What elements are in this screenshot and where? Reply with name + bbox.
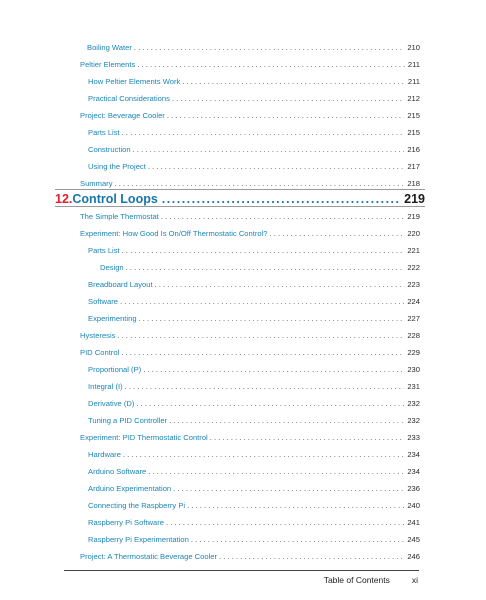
dot-leader xyxy=(122,246,405,255)
toc-entry-label: Derivative (D) xyxy=(88,399,135,408)
toc-entry-experimenting[interactable] xyxy=(88,314,420,323)
dot-leader xyxy=(161,212,405,221)
toc-entry-proportional[interactable] xyxy=(88,365,420,374)
toc-entry-how-peltier-work[interactable] xyxy=(88,77,420,86)
toc-entry-page: 233 xyxy=(407,433,420,442)
toc-entry-label: Arduino Software xyxy=(88,467,147,476)
dot-leader xyxy=(139,314,405,323)
toc-entry-page: 215 xyxy=(407,128,420,137)
toc-entry-simple-thermostat[interactable] xyxy=(80,212,420,221)
toc-entry-label: Practical Considerations xyxy=(88,94,170,103)
chapter-heading[interactable] xyxy=(55,192,425,206)
toc-entry-page: 211 xyxy=(407,77,420,86)
toc-entry-page: 218 xyxy=(407,179,420,188)
toc-entry-connecting-pi[interactable] xyxy=(88,501,420,510)
toc-entry-page: 230 xyxy=(407,365,420,374)
toc-entry-arduino-software[interactable] xyxy=(88,467,420,476)
toc-entry-pi-experimentation[interactable] xyxy=(88,535,420,544)
toc-entry-page: 227 xyxy=(407,314,420,323)
toc-entry-design[interactable] xyxy=(100,263,420,272)
footer-rule xyxy=(64,570,419,571)
toc-entry-label: Parts List xyxy=(88,246,120,255)
toc-entry-label: PID Control xyxy=(80,348,120,357)
toc-entry-summary[interactable] xyxy=(80,179,420,188)
dot-leader xyxy=(123,450,404,459)
toc-entry-page: 228 xyxy=(407,331,420,340)
footer-page-number: xi xyxy=(411,575,418,585)
toc-entry-label: Peltier Elements xyxy=(80,60,136,69)
dot-leader xyxy=(173,484,404,493)
toc-entry-page: 246 xyxy=(407,552,420,561)
toc-entry-peltier-elements[interactable] xyxy=(80,60,420,69)
toc-entry-page: 212 xyxy=(407,94,420,103)
toc-entry-label: How Peltier Elements Work xyxy=(88,77,181,86)
toc-entry-integral[interactable] xyxy=(88,382,420,391)
toc-entry-label: Boiling Water xyxy=(87,43,132,52)
chapter-rule-bottom xyxy=(55,206,425,207)
toc-entry-page: 220 xyxy=(407,229,420,238)
dot-leader xyxy=(134,43,404,52)
toc-entry-label: Parts List xyxy=(88,128,120,137)
dot-leader xyxy=(167,111,404,120)
toc-entry-pi-software[interactable] xyxy=(88,518,420,527)
toc-entry-page: 222 xyxy=(407,263,420,272)
chapter-page: 219 xyxy=(404,192,425,206)
toc-entry-page: 231 xyxy=(407,382,420,391)
toc-entry-software[interactable] xyxy=(88,297,420,306)
dot-leader xyxy=(148,162,405,171)
toc-entry-label: Using the Project xyxy=(88,162,146,171)
dot-leader xyxy=(121,348,404,357)
toc-entry-construction[interactable] xyxy=(88,145,420,154)
chapter-title: Control Loops xyxy=(72,192,158,206)
dot-leader xyxy=(143,365,404,374)
toc-entry-label: Experiment: PID Thermostatic Control xyxy=(80,433,208,442)
toc-entry-thermostatic-cooler[interactable] xyxy=(80,552,420,561)
dot-leader xyxy=(137,60,405,69)
toc-entry-on-off-control[interactable] xyxy=(80,229,420,238)
dot-leader xyxy=(166,518,404,527)
dot-leader xyxy=(169,416,404,425)
toc-entry-pid-control[interactable] xyxy=(80,348,420,357)
dot-leader xyxy=(187,501,404,510)
toc-entry-arduino-experimentation[interactable] xyxy=(88,484,420,493)
toc-entry-label: Hardware xyxy=(88,450,121,459)
toc-entry-label: Project: A Thermostatic Beverage Cooler xyxy=(80,552,218,561)
toc-entry-hysteresis[interactable] xyxy=(80,331,420,340)
toc-entry-page: 219 xyxy=(407,212,420,221)
toc-entry-label: Construction xyxy=(88,145,131,154)
page-footer xyxy=(324,575,418,585)
toc-entry-page: 236 xyxy=(407,484,420,493)
dot-leader xyxy=(122,128,405,137)
footer-title: Table of Contents xyxy=(323,575,390,585)
toc-entry-label: Connecting the Raspberry Pi xyxy=(88,501,186,510)
dot-leader xyxy=(219,552,404,561)
toc-entry-parts-list[interactable] xyxy=(88,128,420,137)
toc-entry-label: Breadboard Layout xyxy=(88,280,153,289)
toc-entry-beverage-cooler[interactable] xyxy=(80,111,420,120)
toc-entry-label: Hysteresis xyxy=(80,331,116,340)
toc-entry-page: 224 xyxy=(407,297,420,306)
toc-entry-label: Raspberry Pi Software xyxy=(88,518,164,527)
toc-entry-label: The Simple Thermostat xyxy=(80,212,159,221)
chapter-number: 12. xyxy=(55,192,73,206)
toc-entry-label: Experiment: How Good Is On/Off Thermostatic Control? xyxy=(80,229,268,238)
toc-entry-page: 216 xyxy=(407,145,420,154)
toc-entry-breadboard-layout[interactable] xyxy=(88,280,420,289)
toc-entry-label: Tuning a PID Controller xyxy=(88,416,168,425)
toc-entry-label: Proportional (P) xyxy=(88,365,142,374)
toc-entry-label: Experimenting xyxy=(88,314,137,323)
toc-entry-page: 232 xyxy=(407,399,420,408)
toc-entry-pid-thermostatic[interactable] xyxy=(80,433,420,442)
dot-leader xyxy=(133,145,405,154)
toc-entry-hardware[interactable] xyxy=(88,450,420,459)
toc-entry-derivative[interactable] xyxy=(88,399,420,408)
dot-leader xyxy=(172,94,404,103)
toc-entry-page: 210 xyxy=(407,43,420,52)
dot-leader xyxy=(125,382,405,391)
toc-entry-label: Integral (I) xyxy=(88,382,123,391)
chapter-rule-top xyxy=(55,189,425,190)
toc-entry-page: 240 xyxy=(407,501,420,510)
toc-entry-page: 245 xyxy=(407,535,420,544)
toc-entry-page: 234 xyxy=(407,467,420,476)
dot-leader xyxy=(191,535,404,544)
dot-leader xyxy=(148,467,404,476)
toc-entry-page: 223 xyxy=(407,280,420,289)
toc-entry-page: 221 xyxy=(407,246,420,255)
toc-entry-practical-considerations[interactable] xyxy=(88,94,420,103)
toc-entry-parts-list-2[interactable] xyxy=(88,246,420,255)
toc-entry-label: Summary xyxy=(80,179,113,188)
dot-leader xyxy=(155,280,405,289)
dot-leader xyxy=(126,263,405,272)
toc-entry-label: Software xyxy=(88,297,118,306)
toc-entry-label: Arduino Experimentation xyxy=(88,484,172,493)
toc-entry-label: Project: Beverage Cooler xyxy=(80,111,165,120)
toc-entry-label: Raspberry Pi Experimentation xyxy=(88,535,189,544)
toc-entry-page: 232 xyxy=(407,416,420,425)
toc-entry-page: 241 xyxy=(407,518,420,527)
toc-entry-page: 217 xyxy=(407,162,420,171)
toc-entry-tuning-pid[interactable] xyxy=(88,416,420,425)
toc-entry-page: 215 xyxy=(407,111,420,120)
toc-entry-page: 211 xyxy=(407,60,420,69)
dot-leader xyxy=(162,192,400,206)
toc-entry-boiling-water[interactable] xyxy=(87,43,420,52)
dot-leader xyxy=(182,77,405,86)
dot-leader xyxy=(115,179,405,188)
toc-entry-page: 229 xyxy=(407,348,420,357)
dot-leader xyxy=(117,331,404,340)
toc-entry-using-the-project[interactable] xyxy=(88,162,420,171)
dot-leader xyxy=(136,399,404,408)
toc-entry-page: 234 xyxy=(407,450,420,459)
toc-entry-label: Design xyxy=(100,263,124,272)
dot-leader xyxy=(120,297,404,306)
dot-leader xyxy=(270,229,405,238)
dot-leader xyxy=(210,433,405,442)
